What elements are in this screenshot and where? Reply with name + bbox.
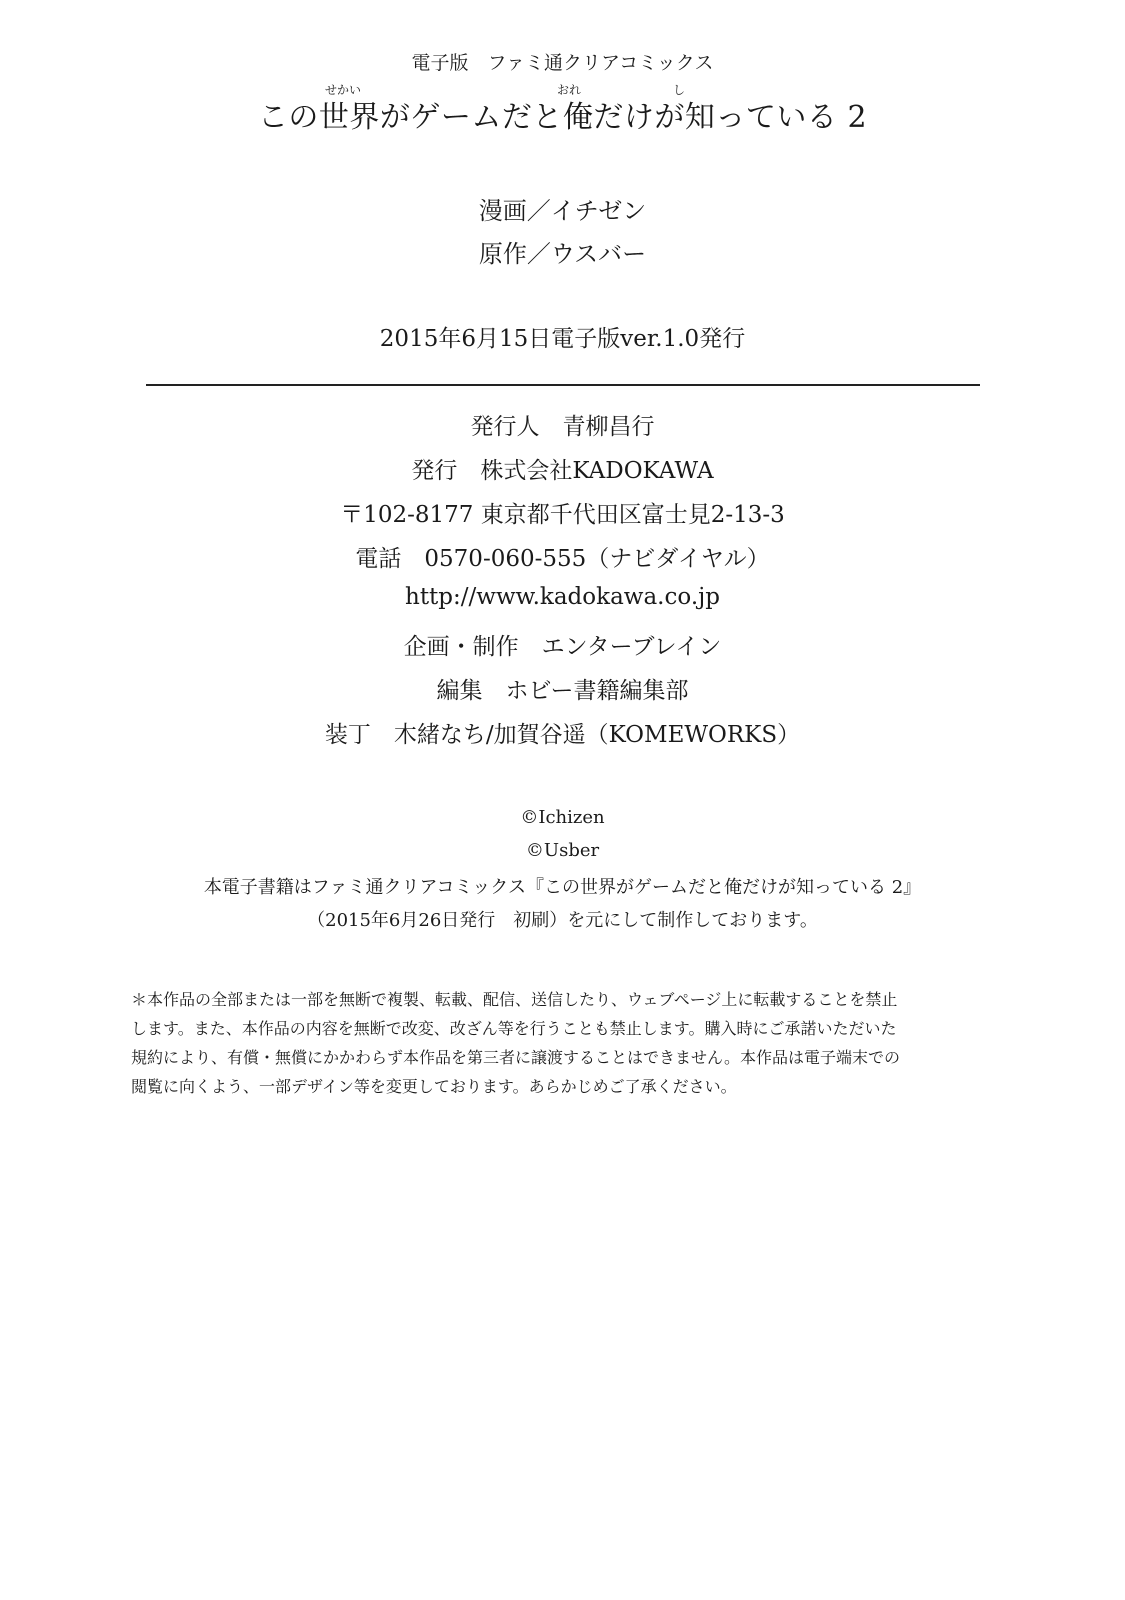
legal-notice bbox=[131, 985, 995, 1101]
notice-line: 規約により、有償・無償にかかわらず本作品を第三者に譲渡することはできません。本作品は電子端末での bbox=[131, 1048, 900, 1067]
copyright-usber: ©Usber bbox=[525, 840, 600, 861]
credit-manga: 漫画／イチゼン bbox=[478, 197, 647, 225]
publisher-address: 〒102-8177 東京都千代田区富士見2-13-3 bbox=[340, 502, 785, 528]
notice-line: ＊本作品の全部または一部を無断で複製、転載、配信、送信したり、ウェブページ上に転載することを禁止 bbox=[131, 990, 898, 1009]
design: 装丁 木緒なち/加賀谷遥（KOMEWORKS） bbox=[324, 722, 801, 748]
source-edition-date: （2015年6月26日発行 初刷）を元にして制作しております。 bbox=[307, 910, 818, 931]
publisher-company: 発行 株式会社KADOKAWA bbox=[411, 458, 714, 484]
book-title: この世界がゲームだと俺だけが知っている 2 bbox=[257, 100, 868, 135]
ruby-shi: し bbox=[673, 83, 686, 97]
credit-original: 原作／ウスバー bbox=[478, 240, 647, 268]
publisher-url: http://www.kadokawa.co.jp bbox=[405, 584, 720, 610]
editing: 編集 ホビー書籍編集部 bbox=[436, 678, 689, 704]
publisher-person: 発行人 青柳昌行 bbox=[470, 414, 655, 440]
copyright-ichizen: ©Ichizen bbox=[520, 807, 605, 828]
source-edition-note: 本電子書籍はファミ通クリアコミックス『この世界がゲームだと俺だけが知っている 2』 bbox=[203, 877, 922, 898]
divider bbox=[146, 384, 980, 386]
notice-line: します。また、本作品の内容を無断で改変、改ざん等を行うことも禁止します。購入時にご承諾いただいた bbox=[131, 1019, 897, 1038]
planning-production: 企画・制作 エンターブレイン bbox=[403, 634, 722, 660]
notice-line: 閲覧に向くよう、一部デザイン等を変更しております。あらかじめご了承ください。 bbox=[131, 1077, 737, 1096]
publisher-phone: 電話 0570-060-555（ナビダイヤル） bbox=[355, 546, 770, 572]
ruby-sekai: せかい bbox=[325, 83, 362, 97]
publication-date: 2015年6月15日電子版ver.1.0発行 bbox=[379, 326, 746, 352]
series-line: 電子版 ファミ通クリアコミックス bbox=[411, 52, 714, 74]
ruby-ore: おれ bbox=[557, 83, 582, 97]
